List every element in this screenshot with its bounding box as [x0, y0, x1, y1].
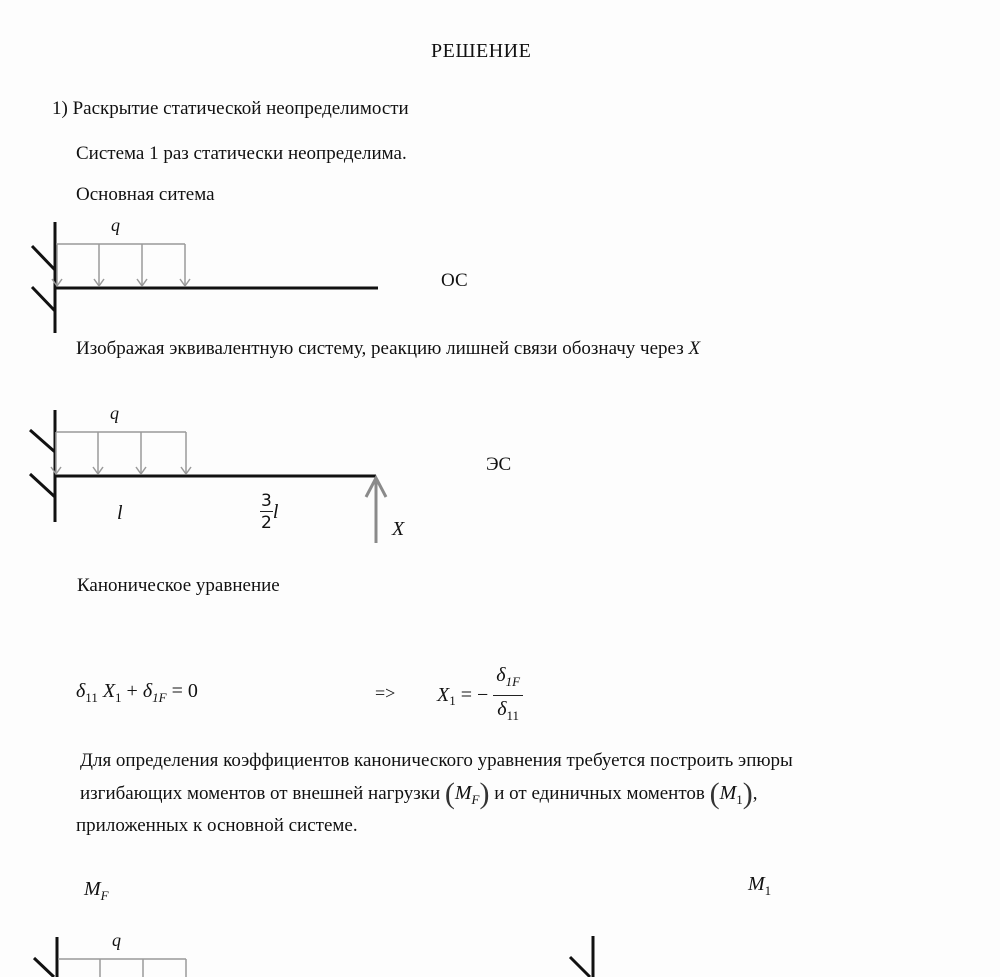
implies-arrow: => [375, 683, 396, 703]
wall-hatch [570, 957, 590, 977]
coeff-text-line1: Для определения коэффициентов канонического уравнения требуется построить эпюры [80, 750, 793, 771]
solution-equation: $X_1$ = − $\frac{\delta_{1F}}{\delta_{11}}$ [437, 664, 523, 727]
m1-diagram-title: $M_1$ [748, 873, 772, 898]
page-title: РЕШЕНИЕ [431, 40, 532, 62]
canonical-label: Каноническое уравнение [77, 575, 280, 596]
fraction: $\frac{\delta_{1F}}{\delta_{11}}$ [493, 664, 523, 727]
force-label-x: X [392, 518, 405, 540]
span-label-3-2-l: $\frac{3}{2}$ l [261, 491, 279, 533]
load-label-q: q [111, 215, 120, 235]
span-label-l: l [117, 502, 123, 524]
mf-diagram-title: $M_F$ [84, 878, 109, 903]
coeff-text-line3: приложенных к основной системе. [76, 815, 358, 836]
equivalent-text: Изображая эквивалентную систему, реакцию лишней связи обозначу через [76, 338, 684, 359]
basic-system-label: Основная ситема [76, 184, 215, 205]
statement: Система 1 раз статически неопределима. [76, 143, 407, 164]
os-label: ОС [441, 270, 468, 291]
canonical-equation: $\delta_{11}$ $X_1 + \delta_{1F} = 0$ [76, 680, 198, 705]
fraction: $\frac{3}{2}$ [261, 491, 272, 533]
load-label-q: q [112, 930, 121, 950]
coeff-text-line2: изгибающих моментов от внешней нагрузки $(M_F)$ и от единичных моментов $(M_1)$, [80, 777, 758, 810]
es-label: ЭС [486, 454, 512, 475]
section-heading: 1) Раскрытие статической неопределимости [52, 98, 409, 119]
equivalent-var: X [688, 338, 701, 359]
load-label-q: q [110, 403, 119, 423]
